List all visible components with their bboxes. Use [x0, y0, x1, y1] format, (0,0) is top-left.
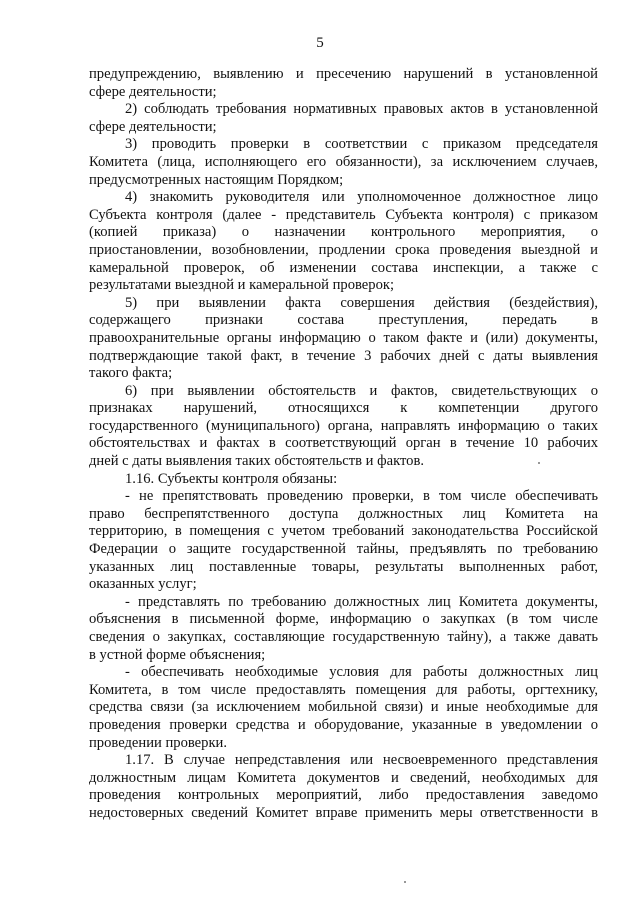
text-line: содержащего признаки состава преступления, передать в: [89, 312, 598, 329]
scan-speck: [538, 462, 540, 464]
text-line: признаках нарушений, относящихся к компетенции другого: [89, 400, 598, 417]
text-line: подтверждающие такой факт, в течение 3 рабочих дней с даты выявления: [89, 347, 598, 364]
scan-speck: [404, 881, 406, 883]
text-line: камеральной проверок, об изменении состава инспекции, а также с: [89, 259, 598, 276]
text-line: - представлять по требованию должностных лиц Комитета документы,: [125, 593, 598, 610]
text-line: обстоятельствах и фактах в соответствующий орган в течение 10 рабочих: [89, 435, 598, 452]
text-line: Субъекта контроля (далее - представитель Субъекта контроля) с приказом: [89, 206, 598, 223]
page-number: 5: [316, 35, 324, 51]
text-line: проведения контрольных мероприятий, либо предоставления заведомо: [89, 787, 598, 804]
text-line: 6) при выявлении обстоятельств и фактов, свидетельствующих о: [125, 382, 598, 399]
text-line: государственного (муниципального) органа, направлять информацию о таких: [89, 417, 598, 434]
text-line: сфере деятельности;: [89, 118, 217, 135]
document-body: [89, 66, 598, 823]
text-line: недостоверных сведений Комитет вправе применить меры ответственности в: [89, 804, 598, 821]
text-line: 3) проводить проверки в соответствии с приказом председателя: [125, 136, 598, 153]
text-line: Комитета, в том числе предоставлять помещения для работы, оргтехнику,: [89, 681, 598, 698]
text-line: объяснения в письменной форме, информацию о закупках (в том числе: [89, 611, 598, 628]
text-line: правоохранительные органы информацию о таком факте и (или) документы,: [89, 329, 598, 346]
text-line: (копией приказа) о назначении контрольного мероприятия, о: [89, 224, 598, 241]
text-line: проведения проверки средства и оборудование, указанные в уведомлении о: [89, 716, 598, 733]
text-line: должностным лицам Комитета документов и сведений, необходимых для: [89, 769, 598, 786]
text-line: 1.16. Субъекты контроля обязаны:: [125, 470, 338, 487]
text-line: указанных лиц поставленные товары, результаты выполненных работ,: [89, 558, 598, 575]
text-line: 5) при выявлении факта совершения действия (бездействия),: [125, 294, 598, 311]
text-line: 2) соблюдать требования нормативных правовых актов в установленной: [125, 101, 598, 118]
text-line: Комитета (лица, исполняющего его обязанности), за исключением случаев,: [89, 153, 598, 170]
text-line: сфере деятельности;: [89, 83, 217, 100]
text-line: - не препятствовать проведению проверки, в том числе обеспечивать: [125, 488, 598, 505]
text-line: территорию, в помещения с учетом требований законодательства Российской: [89, 523, 598, 540]
text-line: результатами выездной и камеральной проверок;: [89, 277, 395, 294]
text-line: право беспрепятственного доступа должностных лиц Комитета на: [89, 505, 598, 522]
text-line: - обеспечивать необходимые условия для работы должностных лиц: [125, 664, 598, 681]
text-line: приостановлении, возобновлении, продлении срока проведения выездной и: [89, 241, 598, 258]
text-line: средства связи (за исключением мобильной связи) и иные необходимые для: [89, 699, 598, 716]
text-line: такого факта;: [89, 365, 173, 382]
text-line: 1.17. В случае непредставления или несвоевременного представления: [125, 752, 598, 769]
text-line: в устной форме объяснения;: [89, 646, 266, 663]
text-line: предусмотренных настоящим Порядком;: [89, 171, 344, 188]
text-line: предупреждению, выявлению и пресечению нарушений в установленной: [89, 66, 598, 82]
text-line: Федерации о защите государственной тайны, предъявлять по требованию: [89, 541, 598, 558]
text-line: проведении проверки.: [89, 734, 228, 751]
text-line: сведения о закупках, составляющие государственную тайну), а также давать: [89, 629, 598, 645]
text-line: 4) знакомить руководителя или уполномоченное должностное лицо: [125, 189, 598, 206]
text-line: дней с даты выявления таких обстоятельств и фактов.: [89, 453, 424, 470]
text-line: оказанных услуг;: [89, 576, 197, 593]
